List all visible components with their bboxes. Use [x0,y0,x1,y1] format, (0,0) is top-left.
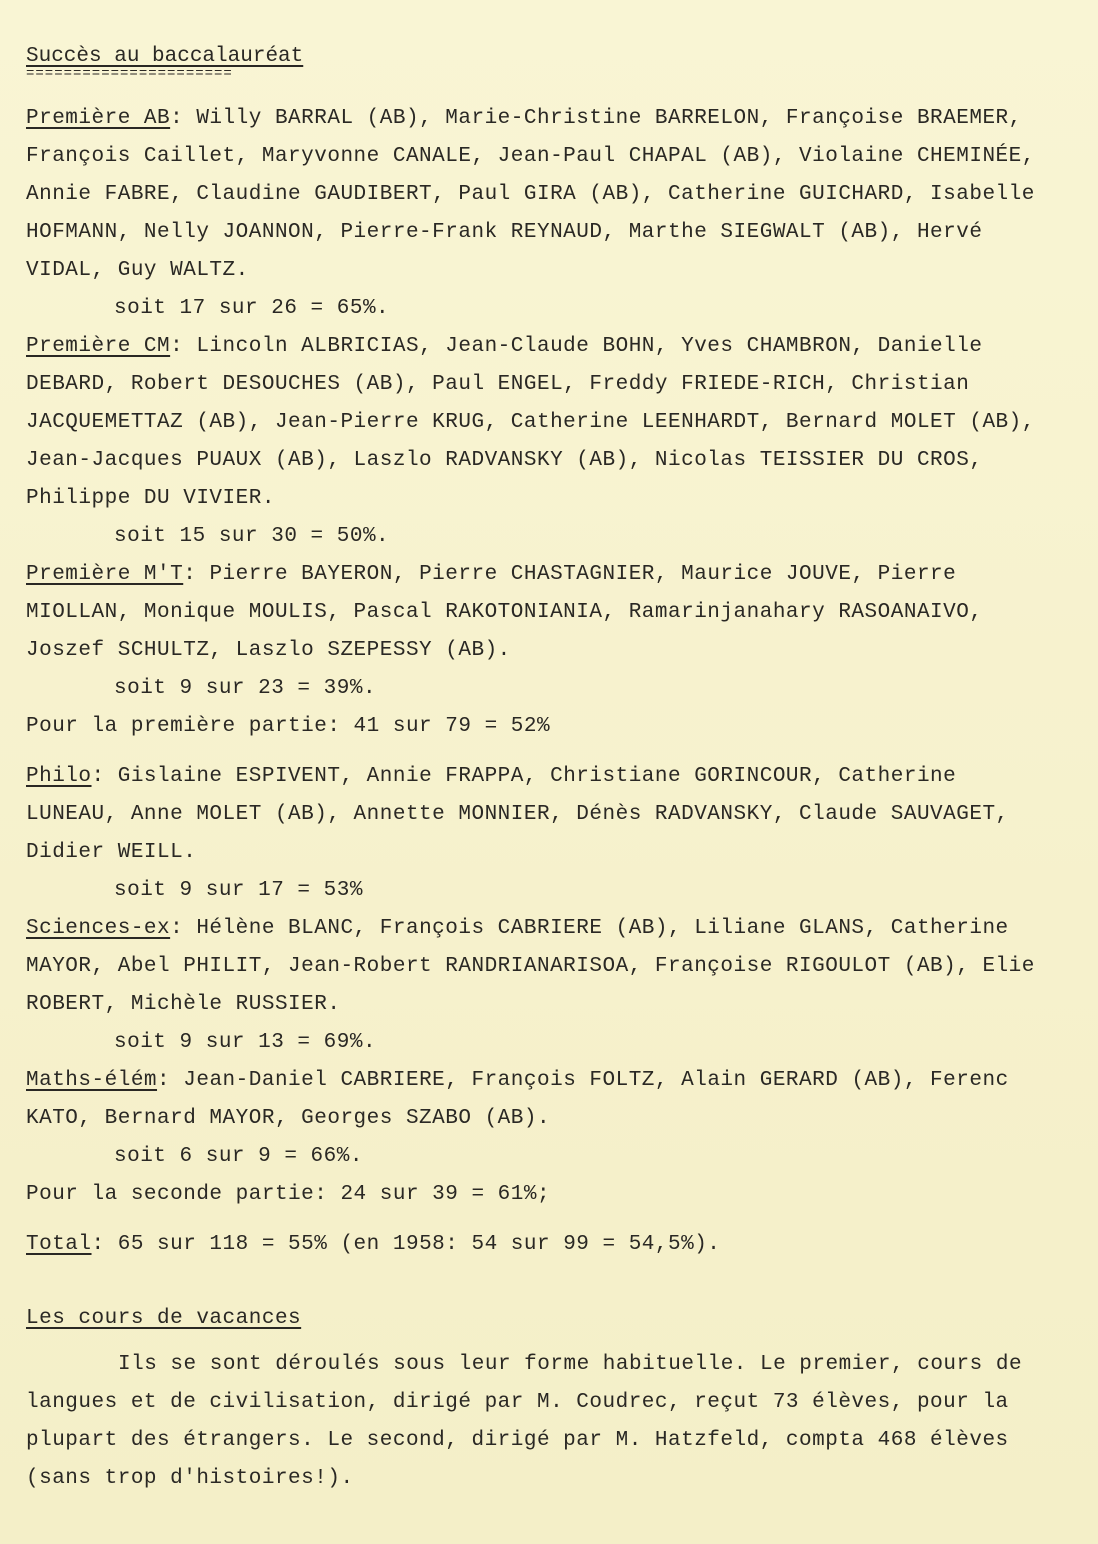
paragraph-premiere-mt [26,556,1038,670]
names-maths-elem: : Jean-Daniel CABRIERE, François FOLTZ, Alain GERARD (AB), Ferenc KATO, Bernard MAYOR, Georges SZABO (AB). [26,1069,1009,1130]
names-premiere-cm: : Lincoln ALBRICIAS, Jean-Claude BOHN, Yves CHAMBRON, Danielle DEBARD, Robert DESOUCHES (AB), Paul ENGEL, Freddy FRIEDE-RICH, Christian JACQUEMETTAZ (AB), Jean-Pierre KRUG, Catherine LEENHARDT, Bernard MOLET (AB), Jean-Jacques PUAUX (AB), Laszlo RADVANSKY (AB), Nicolas TEISSIER DU CROS, Philippe DU VIVIER. [26,335,1035,510]
spacer [26,1214,1038,1226]
label-sciences-ex: Sciences-ex [26,917,171,940]
first-part-summary: Pour la première partie: 41 sur 79 = 52% [26,715,551,738]
spacer [26,746,1038,758]
paragraph-premiere-cm [26,328,1038,518]
result-maths-elem: soit 6 sur 9 = 66%. [114,1145,363,1168]
result-premiere-cm: soit 15 sur 30 = 50%. [114,525,390,548]
names-premiere-ab: : Willy BARRAL (AB), Marie-Christine BARRELON, Françoise BRAEMER, François Caillet, Maryvonne CANALE, Jean-Paul CHAPAL (AB), Violaine CHEMINÉE, Annie FABRE, Claudine GAUDIBERT, Paul GIRA (AB), Catherine GUICHARD, Isabelle HOFMANN, Nelly JOANNON, Pierre-Frank REYNAUD, Marthe SIEGWALT (AB), Hervé VIDAL, Guy WALTZ. [26,107,1035,282]
label-premiere-ab: Première AB [26,107,171,130]
label-premiere-mt: Première M'T [26,563,184,586]
result-sciences-ex: soit 9 sur 13 = 69%. [114,1031,377,1054]
label-total: Total [26,1233,92,1256]
heading-vacances-text: Les cours de vacances [26,1307,302,1330]
label-philo: Philo [26,765,92,788]
page-title [26,44,303,82]
label-maths-elem: Maths-élém [26,1069,158,1092]
paragraph-premiere-ab [26,100,1038,290]
result-premiere-ab: soit 17 sur 26 = 65%. [114,297,390,320]
second-part-summary: Pour la seconde partie: 24 sur 39 = 61%; [26,1183,551,1206]
names-philo: : Gislaine ESPIVENT, Annie FRAPPA, Christiane GORINCOUR, Catherine LUNEAU, Anne MOLET (AB), Annette MONNIER, Dénès RADVANSKY, Claude SAUVAGET, Didier WEILL. [26,765,1009,864]
result-premiere-mt: soit 9 sur 23 = 39%. [114,677,377,700]
result-philo: soit 9 sur 17 = 53% [114,879,363,902]
paragraph-maths-elem [26,1062,1038,1138]
heading-vacances [26,1300,1038,1338]
names-premiere-mt: : Pierre BAYERON, Pierre CHASTAGNIER, Maurice JOUVE, Pierre MIOLLAN, Monique MOULIS, Pascal RAKOTONIANIA, Ramarinjanahary RASOANAIVO, Joszef SCHULTZ, Laszlo SZEPESSY (AB). [26,563,983,662]
title-text: Succès au baccalauréat [26,45,304,68]
title-double-rule: ====================== [26,70,233,82]
paragraph-sciences-ex [26,910,1038,1024]
names-sciences-ex: : Hélène BLANC, François CABRIERE (AB), Liliane GLANS, Catherine MAYOR, Abel PHILIT, Jean-Robert RANDRIANARISOA, Françoise RIGOULOT (AB), Elie ROBERT, Michèle RUSSIER. [26,917,1035,1016]
paragraph-philo [26,758,1038,872]
section-vacances [26,1300,1038,1498]
total-text: : 65 sur 118 = 55% (en 1958: 54 sur 99 = 54,5%). [91,1233,721,1256]
label-premiere-cm: Première CM [26,335,171,358]
paragraph-vacances: Ils se sont déroulés sous leur forme habituelle. Le premier, cours de langues et de civilisation, dirigé par M. Coudrec, reçut 73 élèves, pour la plupart des étrangers. Le second, dirigé par M. Hatzfeld, compta 468 élèves (sans trop d'histoires!). [26,1353,1023,1490]
total-summary [26,1226,1038,1264]
